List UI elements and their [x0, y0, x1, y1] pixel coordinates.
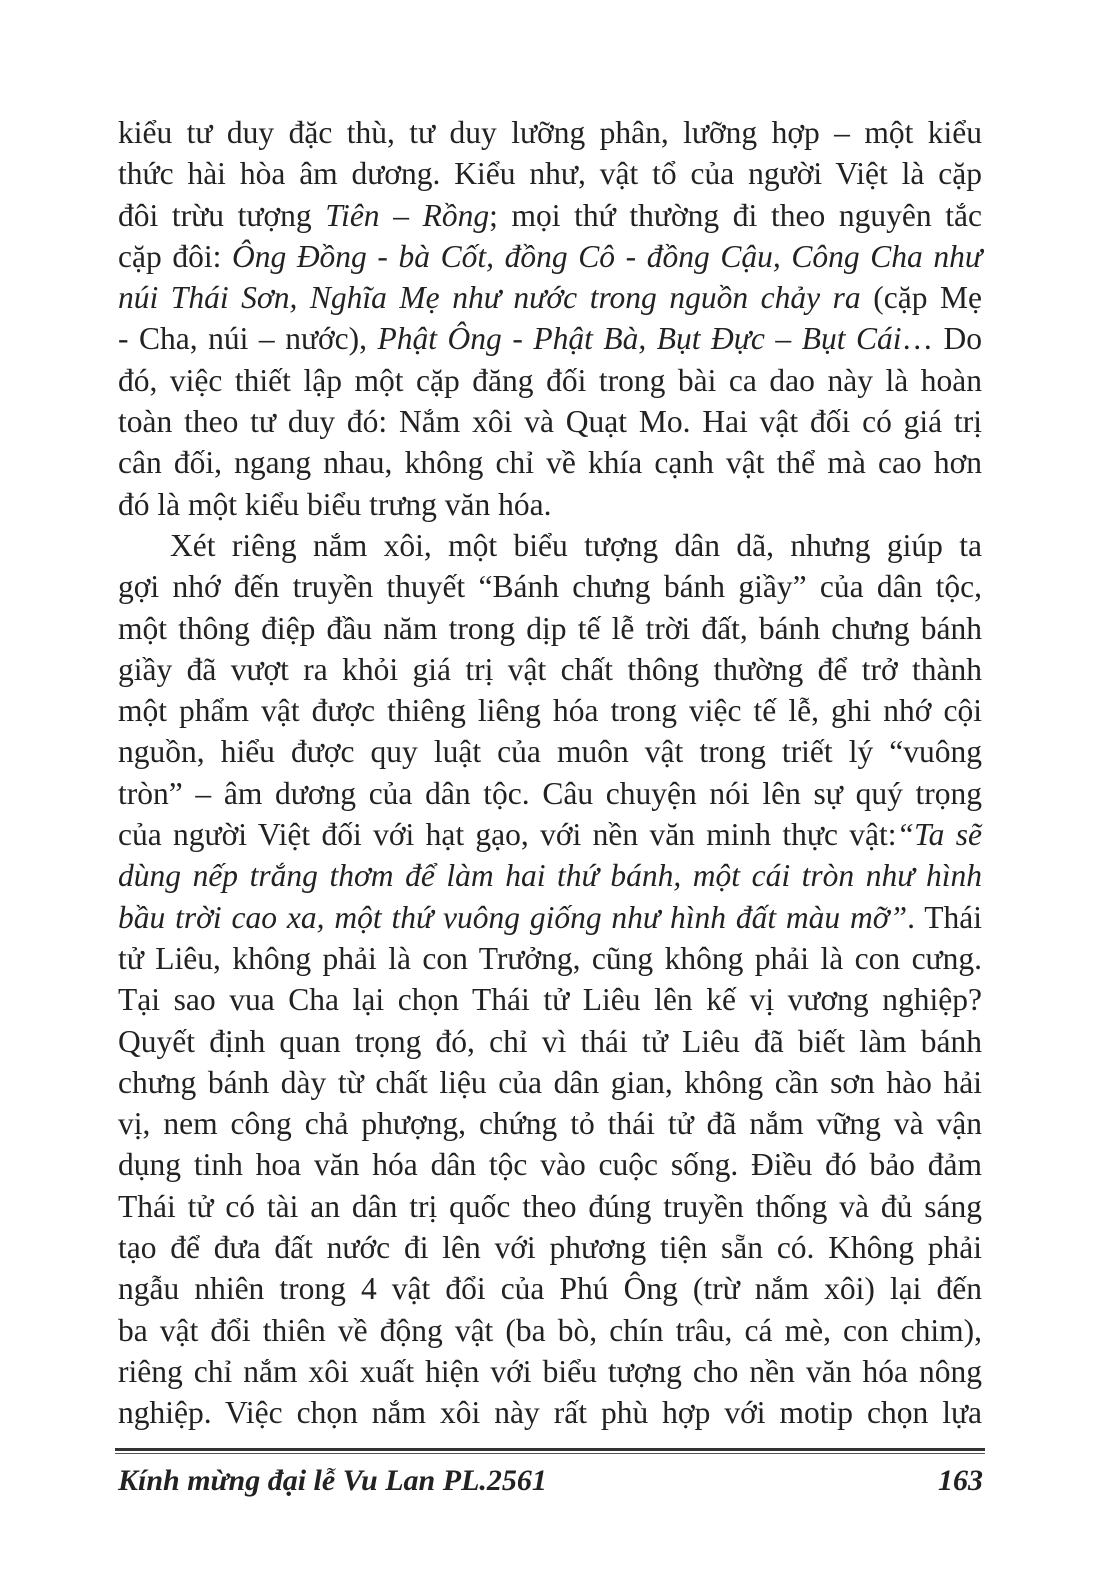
text-segment: đôi trừu tượng — [118, 197, 326, 233]
body-text — [118, 112, 982, 1434]
text-segment: thức hài hòa âm dương. Kiểu như, vật tổ của người Việt là cặp — [118, 156, 982, 192]
text-segment: Thái tử có tài an dân trị quốc theo đúng truyền thống và đủ sáng — [118, 1188, 982, 1224]
text-line — [118, 855, 982, 896]
text-line — [118, 153, 982, 194]
text-segment: . Thái — [907, 899, 982, 935]
text-segment: giầy đã vượt ra khỏi giá trị vật chất thông thường để trở thành — [118, 651, 982, 687]
text-line — [118, 897, 982, 938]
text-line — [118, 938, 982, 979]
text-segment: một phẩm vật được thiêng liêng hóa trong việc tế lễ, ghi nhớ cội — [118, 693, 982, 729]
text-line — [118, 1227, 982, 1268]
footer-title: Kính mừng đại lễ Vu Lan PL.2561 — [118, 1464, 547, 1497]
text-segment: cân đối, ngang nhau, không chỉ về khía cạnh vật thể mà cao hơn — [118, 445, 982, 481]
text-segment: nguồn, hiểu được quy luật của muôn vật trong triết lý “vuông — [118, 734, 982, 770]
text-line — [118, 1021, 982, 1062]
text-line — [118, 1103, 982, 1144]
text-segment: vị, nem công chả phượng, chứng tỏ thái tử đã nắm vững và vận — [118, 1106, 982, 1142]
italic-text-segment: bầu trời cao xa, một thứ vuông giống như hình đất màu mỡ” — [118, 899, 908, 935]
text-line — [118, 731, 982, 772]
text-line — [118, 112, 982, 153]
italic-text-segment: Ông Đồng - bà Cốt, đồng Cô - đồng Cậu, Công Cha như — [231, 238, 983, 274]
text-line — [118, 979, 982, 1020]
text-segment: (cặp Mẹ — [860, 280, 982, 316]
text-segment: tròn” – âm dương của dân tộc. Câu chuyện nói lên sự quý trọng — [118, 775, 982, 811]
italic-text-segment: Phật Ông - Phật Bà, Bụt Đực – Bụt Cái — [377, 321, 902, 357]
text-segment: toàn theo tư duy đó: Nắm xôi và Quạt Mo. Hai vật đối có giá trị — [118, 404, 982, 440]
text-segment: tạo để đưa đất nước đi lên với phương tiện sẵn có. Không phải — [118, 1230, 982, 1266]
text-segment: riêng chỉ nắm xôi xuất hiện với biểu tượng cho nền văn hóa nông — [118, 1353, 982, 1389]
text-line — [118, 442, 982, 483]
text-line — [118, 318, 982, 359]
text-segment: đó, việc thiết lập một cặp đăng đối trong bài ca dao này là hoàn — [118, 362, 982, 398]
text-segment: cặp đôi: — [118, 238, 232, 274]
text-line — [118, 1351, 982, 1392]
text-line — [118, 608, 982, 649]
text-line — [118, 277, 982, 318]
text-segment: kiểu tư duy đặc thù, tư duy lưỡng phân, lưỡng hợp – một kiểu — [118, 115, 982, 150]
text-line — [118, 1062, 982, 1103]
text-segment: dụng tinh hoa văn hóa dân tộc vào cuộc sống. Điều đó bảo đảm — [118, 1147, 982, 1183]
italic-text-segment: Tiên – Rồng — [325, 197, 490, 233]
text-segment: chưng bánh dày từ chất liệu của dân gian, không cần sơn hào hải — [118, 1064, 982, 1100]
text-segment: gợi nhớ đến truyền thuyết “Bánh chưng bánh giầy” của dân tộc, — [118, 569, 982, 605]
text-segment: nghiệp. Việc chọn nắm xôi này rất phù hợp với motip chọn lựa — [118, 1395, 982, 1431]
text-line — [118, 566, 982, 607]
text-segment: Quyết định quan trọng đó, chỉ vì thái tử Liêu đã biết làm bánh — [118, 1023, 982, 1059]
text-line — [118, 814, 982, 855]
italic-text-segment: dùng nếp trắng thơm để làm hai thứ bánh, một cái tròn như hình — [118, 858, 982, 894]
text-segment: Tại sao vua Cha lại chọn Thái tử Liêu lên kế vị vương nghiệp? — [118, 982, 982, 1018]
text-line — [118, 1392, 982, 1433]
footer-rule — [115, 1448, 985, 1451]
text-segment: Xét riêng nắm xôi, một biểu tượng dân dã, nhưng giúp ta — [170, 527, 982, 563]
text-segment: - Cha, núi – nước), — [118, 321, 378, 357]
text-line — [118, 1186, 982, 1227]
text-line — [118, 525, 982, 566]
text-segment: ngẫu nhiên trong 4 vật đổi của Phú Ông (trừ nắm xôi) lại đến — [118, 1271, 982, 1307]
italic-text-segment: “Ta sẽ — [896, 817, 982, 853]
footer-rule-thin — [115, 1453, 985, 1454]
text-segment: ; mọi thứ thường đi theo nguyên tắc — [489, 197, 982, 233]
text-segment: của người Việt đối với hạt gạo, với nền văn minh thực vật: — [118, 817, 897, 853]
text-line — [118, 1268, 982, 1309]
text-line — [118, 360, 982, 401]
text-line — [118, 773, 982, 814]
text-line — [118, 1144, 982, 1185]
text-line — [118, 690, 982, 731]
text-line — [118, 649, 982, 690]
text-line — [118, 195, 982, 236]
text-segment: tử Liêu, không phải là con Trưởng, cũng không phải là con cưng. — [118, 940, 982, 976]
italic-text-segment: núi Thái Sơn, Nghĩa Mẹ như nước trong nguồn chảy ra — [118, 280, 861, 316]
text-line — [118, 1310, 982, 1351]
text-segment: đó là một kiểu biểu trưng văn hóa. — [118, 486, 552, 522]
text-line — [118, 236, 982, 277]
page-number: 163 — [938, 1464, 983, 1497]
text-segment: một thông điệp đầu năm trong dịp tế lễ trời đất, bánh chưng bánh — [118, 610, 982, 646]
text-segment: ba vật đổi thiên về động vật (ba bò, chín trâu, cá mè, con chim), — [118, 1312, 982, 1348]
text-line — [118, 484, 982, 525]
text-segment: … Do — [901, 321, 983, 357]
text-line — [118, 401, 982, 442]
